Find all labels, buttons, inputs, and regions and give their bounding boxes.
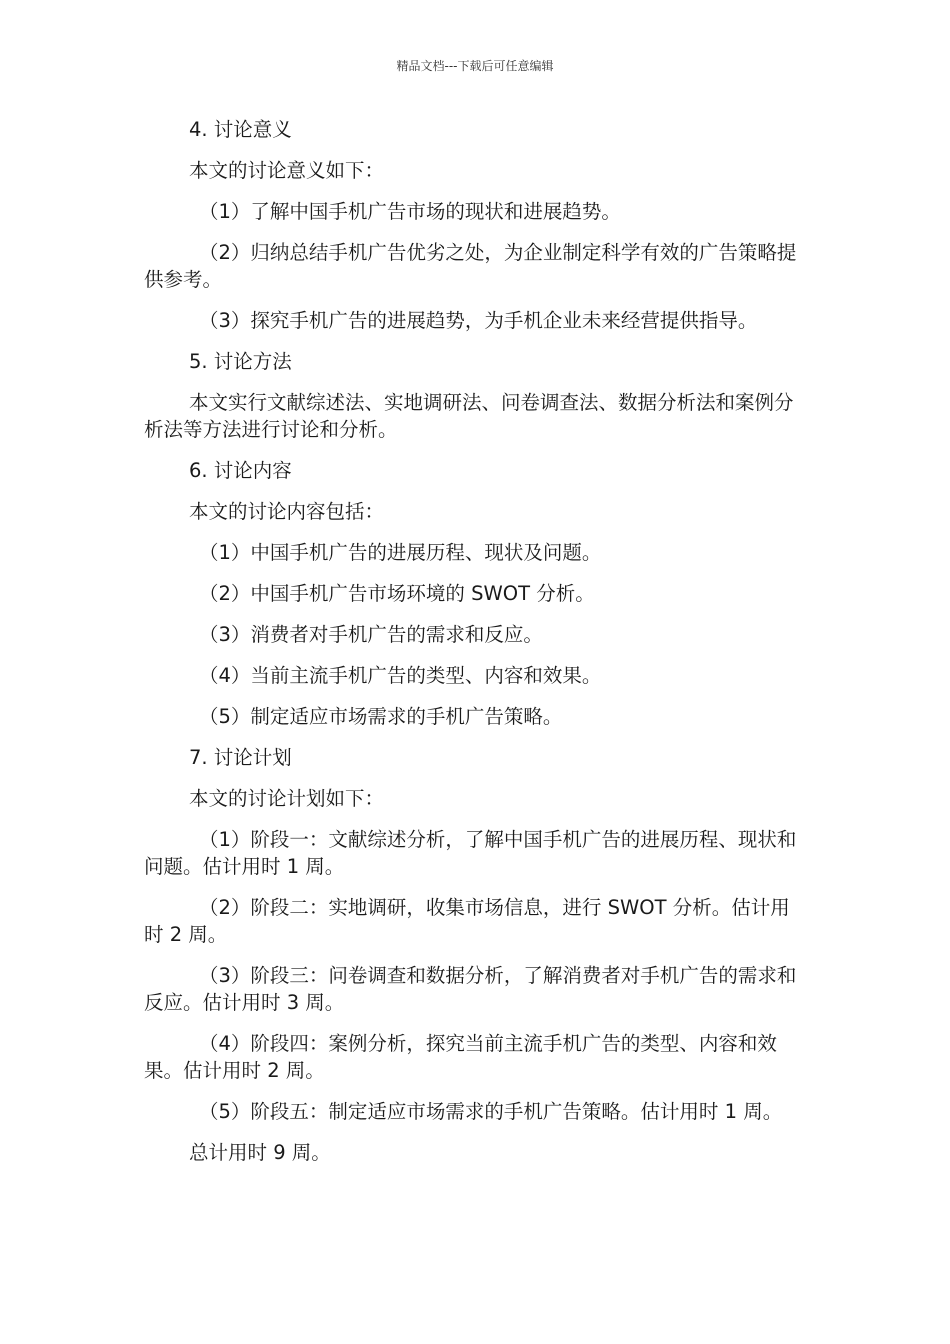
paragraph: 本文实行文献综述法、实地调研法、问卷调查法、数据分析法和案例分析法等方法进行讨论和分析。 [144, 391, 794, 441]
paragraph: 本文的讨论计划如下： [189, 787, 385, 810]
list-item: （2）阶段二：实地调研，收集市场信息，进行 SWOT 分析。估计用时 2 周。 [144, 896, 790, 946]
paragraph: 本文的讨论意义如下： [189, 159, 385, 182]
document-body [144, 116, 808, 1166]
section-heading-7: 7. 讨论计划 [189, 746, 292, 769]
list-item: （2）中国手机广告市场环境的 SWOT 分析。 [199, 582, 595, 605]
paragraph: 总计用时 9 周。 [189, 1141, 331, 1164]
section-heading-5: 5. 讨论方法 [189, 350, 292, 373]
list-item: （3）消费者对手机广告的需求和反应。 [199, 623, 543, 646]
list-item: （5）阶段五：制定适应市场需求的手机广告策略。估计用时 1 周。 [199, 1100, 783, 1123]
list-item: （4）当前主流手机广告的类型、内容和效果。 [199, 664, 602, 687]
list-item: （5）制定适应市场需求的手机广告策略。 [199, 705, 563, 728]
list-item: （3）探究手机广告的进展趋势，为手机企业未来经营提供指导。 [199, 309, 758, 332]
paragraph: 本文的讨论内容包括： [189, 500, 385, 523]
section-heading-4: 4. 讨论意义 [189, 118, 292, 141]
section-heading-6: 6. 讨论内容 [189, 459, 292, 482]
list-item: （2）归纳总结手机广告优劣之处，为企业制定科学有效的广告策略提供参考。 [144, 241, 797, 291]
list-item: （3）阶段三：问卷调查和数据分析，了解消费者对手机广告的需求和反应。估计用时 3 周。 [144, 964, 797, 1014]
list-item: （1）中国手机广告的进展历程、现状及问题。 [199, 541, 602, 564]
list-item: （1）阶段一：文献综述分析，了解中国手机广告的进展历程、现状和问题。估计用时 1 周。 [144, 828, 797, 878]
list-item: （1）了解中国手机广告市场的现状和进展趋势。 [199, 200, 621, 223]
list-item: （4）阶段四：案例分析，探究当前主流手机广告的类型、内容和效果。估计用时 2 周。 [144, 1032, 777, 1082]
page-header: 精品文档---下载后可任意编辑 [396, 59, 554, 73]
